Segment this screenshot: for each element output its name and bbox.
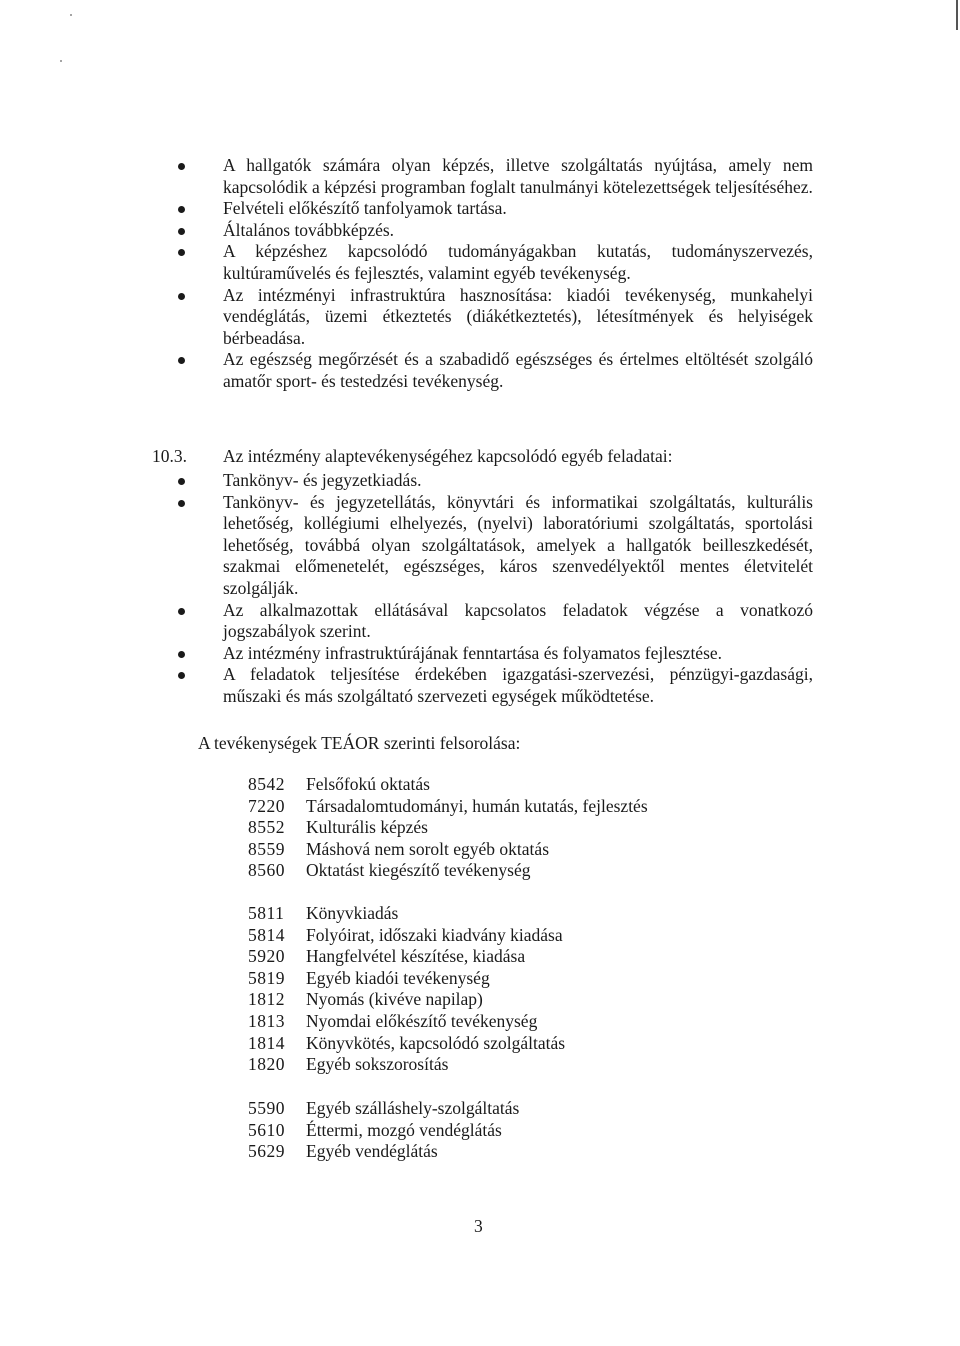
teaor-heading: A tevékenységek TEÁOR szerinti felsorolása: [198, 733, 521, 753]
table-row [248, 946, 565, 968]
table-row [248, 968, 565, 990]
table-row [248, 817, 648, 839]
section-task-list [178, 470, 813, 708]
table-row [248, 1141, 519, 1163]
table-row [248, 925, 565, 947]
list-item [178, 664, 813, 707]
list-item-text: Az intézmény infrastruktúrájának fenntartása és folyamatos fejlesztése. [223, 642, 723, 663]
teaor-code: 5610 [248, 1119, 285, 1140]
teaor-label: Egyéb szálláshely-szolgáltatás [306, 1098, 520, 1118]
teaor-code: 5590 [248, 1098, 285, 1118]
teaor-table-hospitality [248, 1098, 519, 1163]
bullet-icon [178, 478, 185, 485]
table-row [248, 796, 648, 818]
teaor-label: Oktatást kiegészítő tevékenység [306, 860, 531, 881]
bullet-icon [178, 672, 185, 679]
table-row [248, 839, 648, 861]
list-item-text: Az egészség megőrzését és a szabadidő egészséges és értelmes eltöltését szolgáló amatőr sport- és testedzési tevékenység. [223, 349, 813, 391]
table-row [248, 774, 648, 796]
teaor-code: 8560 [248, 860, 285, 881]
teaor-code: 5819 [248, 967, 285, 988]
bullet-icon [178, 608, 185, 615]
teaor-label: Nyomás (kivéve napilap) [306, 989, 483, 1010]
teaor-label: Felsőfokú oktatás [306, 774, 430, 794]
teaor-table-education [248, 774, 648, 882]
list-item [178, 220, 813, 242]
table-row [248, 989, 565, 1011]
scan-edge-mark [956, 0, 958, 30]
teaor-code: 8542 [248, 774, 285, 794]
teaor-code: 5920 [248, 946, 285, 967]
teaor-label: Egyéb vendéglátás [306, 1141, 438, 1162]
teaor-code: 7220 [248, 795, 285, 816]
list-item-text: Az intézményi infrastruktúra hasznosítása: kiadói tevékenység, munkahelyi vendéglátás, üzemi étkeztetés (diákétkeztetés), létesítmények és helyiségek bérbeadása. [223, 284, 813, 348]
bullet-icon [178, 206, 185, 213]
scan-speck [60, 60, 62, 62]
teaor-label: Éttermi, mozgó vendéglátás [306, 1119, 502, 1140]
teaor-label: Hangfelvétel készítése, kiadása [306, 946, 526, 967]
teaor-label: Folyóirat, időszaki kiadvány kiadása [306, 924, 563, 945]
teaor-label: Könyvkötés, kapcsolódó szolgáltatás [306, 1032, 566, 1053]
teaor-code: 5629 [248, 1141, 285, 1162]
teaor-code: 5811 [248, 903, 285, 923]
table-row [248, 1011, 565, 1033]
bullet-icon [178, 651, 185, 658]
page-number: 3 [474, 1216, 483, 1236]
list-item-text: Általános továbbképzés. [223, 219, 395, 240]
list-item [178, 600, 813, 643]
list-item [178, 198, 813, 220]
list-item-text: Felvételi előkészítő tanfolyamok tartása. [223, 198, 507, 219]
teaor-code: 5814 [248, 924, 285, 945]
list-item-text: A képzéshez kapcsolódó tudományágakban kutatás, tudományszervezés, kultúraművelés és fejlesztés, valamint egyéb tevékenység. [223, 241, 813, 283]
list-item [178, 470, 813, 492]
list-item [178, 643, 813, 665]
scan-speck [70, 14, 72, 16]
bullet-icon [178, 357, 185, 364]
table-row [248, 1033, 565, 1055]
section-title: Az intézmény alaptevékenységéhez kapcsolódó egyéb feladatai: [223, 446, 673, 466]
list-item [178, 349, 813, 392]
list-item-text: Az alkalmazottak ellátásával kapcsolatos feladatok végzése a vonatkozó jogszabályok szerint. [223, 599, 813, 642]
list-item-text: A feladatok teljesítése érdekében igazgatási-szervezési, pénzügyi-gazdasági, műszaki és más szolgáltató szervezeti egységek működtetése. [223, 664, 813, 706]
table-row [248, 1120, 519, 1142]
teaor-code: 1813 [248, 1010, 285, 1031]
teaor-label: Kulturális képzés [306, 817, 428, 838]
list-item-text: Tankönyv- és jegyzetkiadás. [223, 470, 422, 490]
teaor-code: 8552 [248, 817, 285, 838]
table-row [248, 903, 565, 925]
teaor-code: 1814 [248, 1032, 285, 1053]
bullet-icon [178, 293, 185, 300]
bullet-icon [178, 228, 185, 235]
section-heading [152, 446, 792, 468]
list-item [178, 492, 813, 600]
list-item-text: A hallgatók számára olyan képzés, illetve szolgáltatás nyújtása, amely nem kapcsolódik a képzési programban foglalt tanulmányi kötelezettségek teljesítéséhez. [223, 155, 813, 197]
table-row [248, 1054, 565, 1076]
teaor-label: Nyomdai előkészítő tevékenység [306, 1010, 538, 1031]
bullet-icon [178, 163, 185, 170]
activity-list [178, 155, 813, 393]
list-item [178, 241, 813, 284]
table-row [248, 860, 648, 882]
list-item-text: Tankönyv- és jegyzetellátás, könyvtári és informatikai szolgáltatás, kulturális lehetőség, kollégiumi elhelyezés, (nyelvi) laboratóriumi szolgáltatás, sportolási lehetőség, továbbá olyan szolgáltatások, amelyek a hallgatók beilleszkedését, szakmai előmenetelét, egészséges, káros szenvedélyektől mentes életvitelét szolgálják. [223, 491, 813, 598]
teaor-code: 1820 [248, 1054, 285, 1075]
table-row [248, 1098, 519, 1120]
teaor-table-publishing [248, 903, 565, 1076]
list-item [178, 155, 813, 198]
teaor-label: Máshová nem sorolt egyéb oktatás [306, 838, 550, 859]
teaor-label: Egyéb kiadói tevékenység [306, 967, 490, 988]
section-number: 10.3. [152, 446, 187, 466]
teaor-label: Könyvkiadás [306, 903, 399, 923]
teaor-label: Egyéb sokszorosítás [306, 1054, 449, 1075]
teaor-code: 1812 [248, 989, 285, 1010]
bullet-icon [178, 500, 185, 507]
teaor-label: Társadalomtudományi, humán kutatás, fejlesztés [306, 795, 648, 816]
bullet-icon [178, 249, 185, 256]
list-item [178, 285, 813, 350]
teaor-code: 8559 [248, 838, 285, 859]
